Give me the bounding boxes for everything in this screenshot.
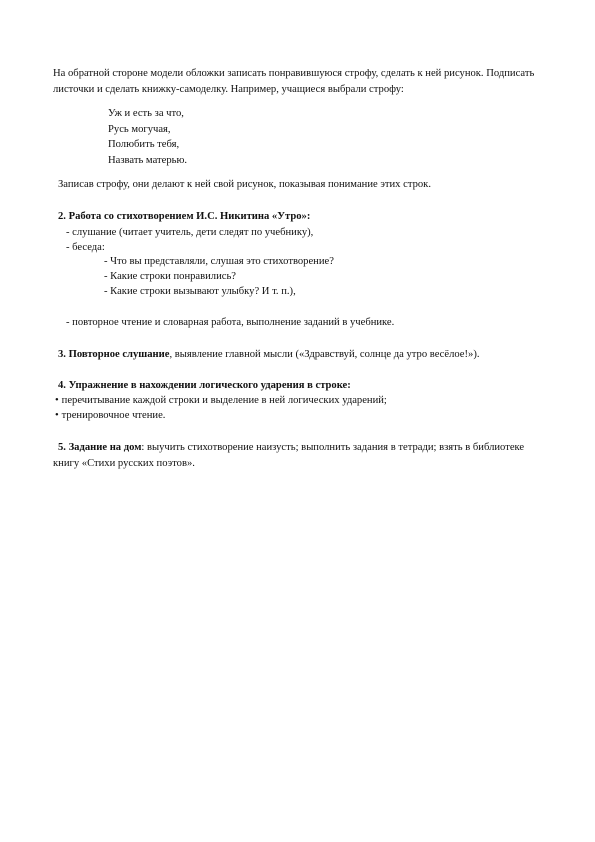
section-2-last-item: - повторное чтение и словарная работа, выполнение заданий в учебнике.: [66, 317, 395, 328]
section-5-rest: : выучить стихотворение наизусть; выполнить задания в тетради; взять в библиотеке: [141, 442, 525, 453]
section-2-heading: [58, 209, 566, 224]
poem-stanza: [108, 106, 187, 168]
section-5-line-1: [58, 440, 561, 455]
intro-line-2: [53, 82, 561, 97]
poem-line: Назвать матерью.: [108, 154, 188, 166]
section-4-heading: [58, 378, 566, 393]
list-item-text: перечитывание каждой строки и выделение в ней логических ударений;: [61, 395, 387, 406]
list-item: [55, 393, 387, 408]
intro-line-1: [53, 66, 561, 81]
question-item: - Что вы представляли, слушая это стихотворение?: [104, 256, 334, 267]
intro-text-2: листочки и сделать книжку-самоделку. Например, учащиеся выбрали строфу:: [53, 84, 404, 95]
bullet-icon: •: [55, 410, 59, 421]
question-item: - Какие строки вызывают улыбку? И т. п.),: [104, 286, 296, 297]
list-item: [55, 408, 387, 423]
poem-line: Полюбить тебя,: [108, 139, 180, 150]
section-3: [58, 347, 566, 362]
section-3-rest: , выявление главной мысли («Здравствуй, солнце да утро весёлое!»).: [169, 349, 480, 360]
section-2-questions: [104, 254, 334, 299]
bullet-icon: •: [55, 395, 59, 406]
section-2-items: [66, 225, 313, 255]
list-item-text: тренировочное чтение.: [61, 410, 166, 421]
intro-text-1: На обратной стороне модели обложки записать понравившуюся строфу, сделать к ней рисунок. Подписать: [53, 68, 535, 79]
list-item: - слушание (читает учитель, дети следят по учебнику),: [66, 227, 314, 238]
poem-line: Русь могучая,: [108, 123, 171, 135]
section-3-number: 3.: [58, 349, 66, 360]
section-5-bold: 5. Задание на дом: [58, 442, 142, 453]
section-4-heading-text: 4. Упражнение в нахождении логического ударения в строке:: [58, 380, 351, 391]
question-item: - Какие строки понравились?: [104, 271, 236, 282]
after-poem-text: Записав строфу, они делают к ней свой рисунок, показывая понимание этих строк.: [58, 179, 431, 190]
section-4-items: [55, 393, 387, 423]
section-3-bold: Повторное слушание: [68, 349, 170, 360]
list-item: - беседа:: [66, 242, 105, 253]
section-5-line-2: книгу «Стихи русских поэтов».: [53, 458, 195, 469]
section-2-heading-text: 2. Работа со стихотворением И.С. Никитина «Утро»:: [58, 211, 311, 222]
poem-line: Уж и есть за что,: [108, 108, 184, 119]
